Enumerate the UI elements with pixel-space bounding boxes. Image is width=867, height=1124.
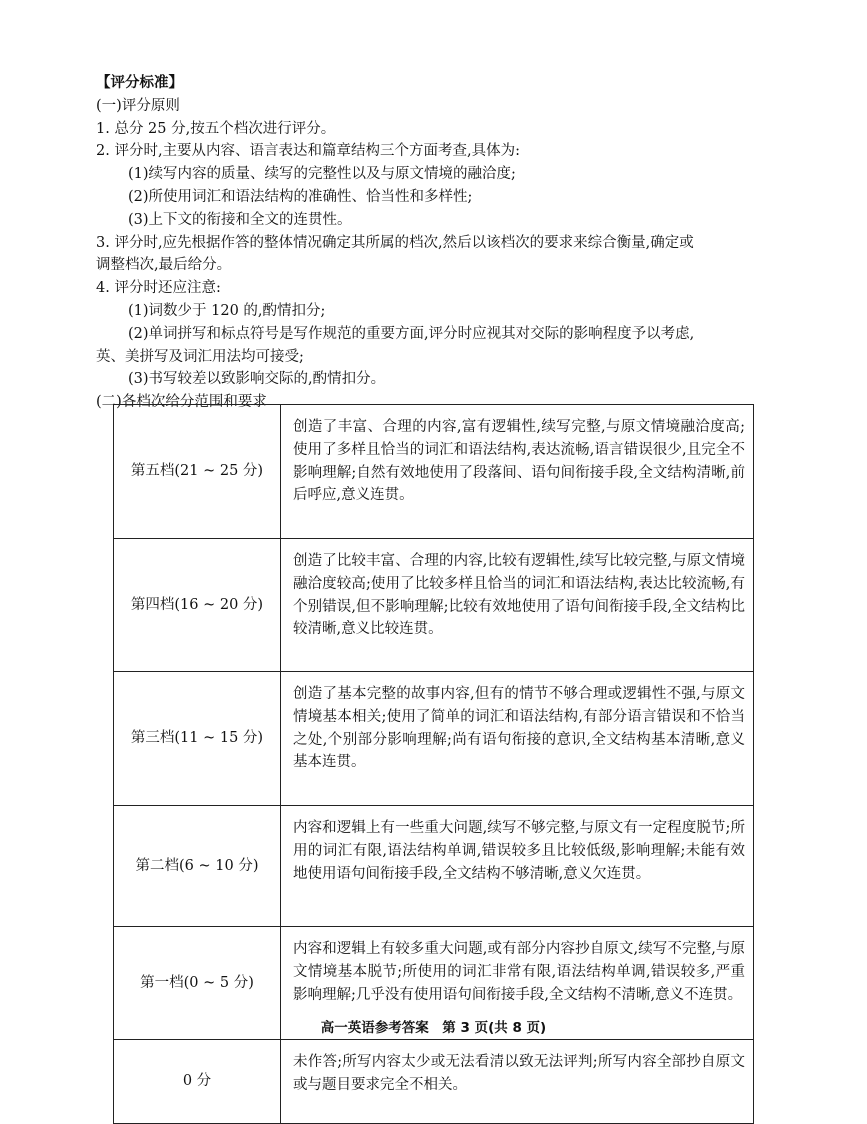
principle-item: 3. 评分时,应先根据作答的整体情况确定其所属的档次,然后以该档次的要求来综合衡量,确定或 [96, 234, 694, 251]
description-cell: 内容和逻辑上有一些重大问题,续写不够完整,与原文有一定程度脱节;所用的词汇有限,语法结构单调,错误较多且比较低级,影响理解;未能有效地使用语句间衔接手段,全文结构不够清晰,意义欠连贯。 [281, 806, 754, 927]
principle-subitem: (2)所使用词汇和语法结构的准确性、恰当性和多样性; [128, 188, 473, 205]
principle-subitem-continued: 英、美拼写及词汇用法均可接受; [96, 348, 304, 365]
principle-subitem: (1)续写内容的质量、续写的完整性以及与原文情境的融洽度; [128, 166, 516, 183]
principle-subitem: (3)书写较差以致影响交际的,酌情扣分。 [128, 371, 386, 388]
principle-subitem: (1)词数少于 120 的,酌情扣分; [128, 302, 326, 319]
principle-item: 1. 总分 25 分,按五个档次进行评分。 [96, 120, 336, 137]
scoring-standard-section [96, 72, 796, 414]
level-cell: 第四档(16 ~ 20 分) [114, 539, 281, 672]
description-cell: 创造了丰富、合理的内容,富有逻辑性,续写完整,与原文情境融洽度高;使用了多样且恰当的词汇和语法结构,表达流畅,语言错误很少,且完全不影响理解;自然有效地使用了段落间、语句间衔接手段,全文结构清晰,前后呼应,意义连贯。 [281, 405, 754, 539]
level-cell: 0 分 [114, 1040, 281, 1124]
level-cell: 第三档(11 ~ 15 分) [114, 672, 281, 806]
principle-item: 4. 评分时还应注意: [96, 280, 221, 297]
description-cell: 创造了比较丰富、合理的内容,比较有逻辑性,续写比较完整,与原文情境融洽度较高;使用了比较多样且恰当的词汇和语法结构,表达比较流畅,有个别错误,但不影响理解;比较有效地使用了语句间衔接手段,全文结构比较清晰,意义比较连贯。 [281, 539, 754, 672]
principle-item: 2. 评分时,主要从内容、语言表达和篇章结构三个方面考查,具体为: [96, 143, 521, 160]
table-row [114, 1040, 754, 1124]
level-cell: 第一档(0 ~ 5 分) [114, 927, 281, 1040]
principles-heading: (一)评分原则 [96, 97, 180, 114]
table-row [114, 806, 754, 927]
page-footer: 高一英语参考答案 第 3 页(共 8 页) [320, 1020, 547, 1036]
principle-subitem: (2)单词拼写和标点符号是写作规范的重要方面,评分时应视其对交际的影响程度予以考虑, [128, 325, 695, 342]
principle-subitem: (3)上下文的衔接和全文的连贯性。 [128, 211, 352, 228]
section-title: 【评分标准】 [96, 75, 183, 91]
description-cell: 创造了基本完整的故事内容,但有的情节不够合理或逻辑性不强,与原文情境基本相关;使用了简单的词汇和语法结构,有部分语言错误和不恰当之处,个别部分影响理解;尚有语句衔接的意识,全文结构基本清晰,意义基本连贯。 [281, 672, 754, 806]
description-cell: 内容和逻辑上有较多重大问题,或有部分内容抄自原文,续写不完整,与原文情境基本脱节;所使用的词汇非常有限,语法结构单调,错误较多,严重影响理解;几乎没有使用语句间衔接手段,全文结构不清晰,意义不连贯。 [281, 927, 754, 1040]
level-cell: 第二档(6 ~ 10 分) [114, 806, 281, 927]
description-cell: 未作答;所写内容太少或无法看清以致无法评判;所写内容全部抄自原文或与题目要求完全不相关。 [281, 1040, 754, 1124]
table-row [114, 539, 754, 672]
level-cell: 第五档(21 ~ 25 分) [114, 405, 281, 539]
levels-heading: (二)各档次给分范围和要求 [96, 394, 267, 411]
table-row [114, 672, 754, 806]
table-row [114, 405, 754, 539]
principle-item-continued: 调整档次,最后给分。 [96, 257, 232, 274]
